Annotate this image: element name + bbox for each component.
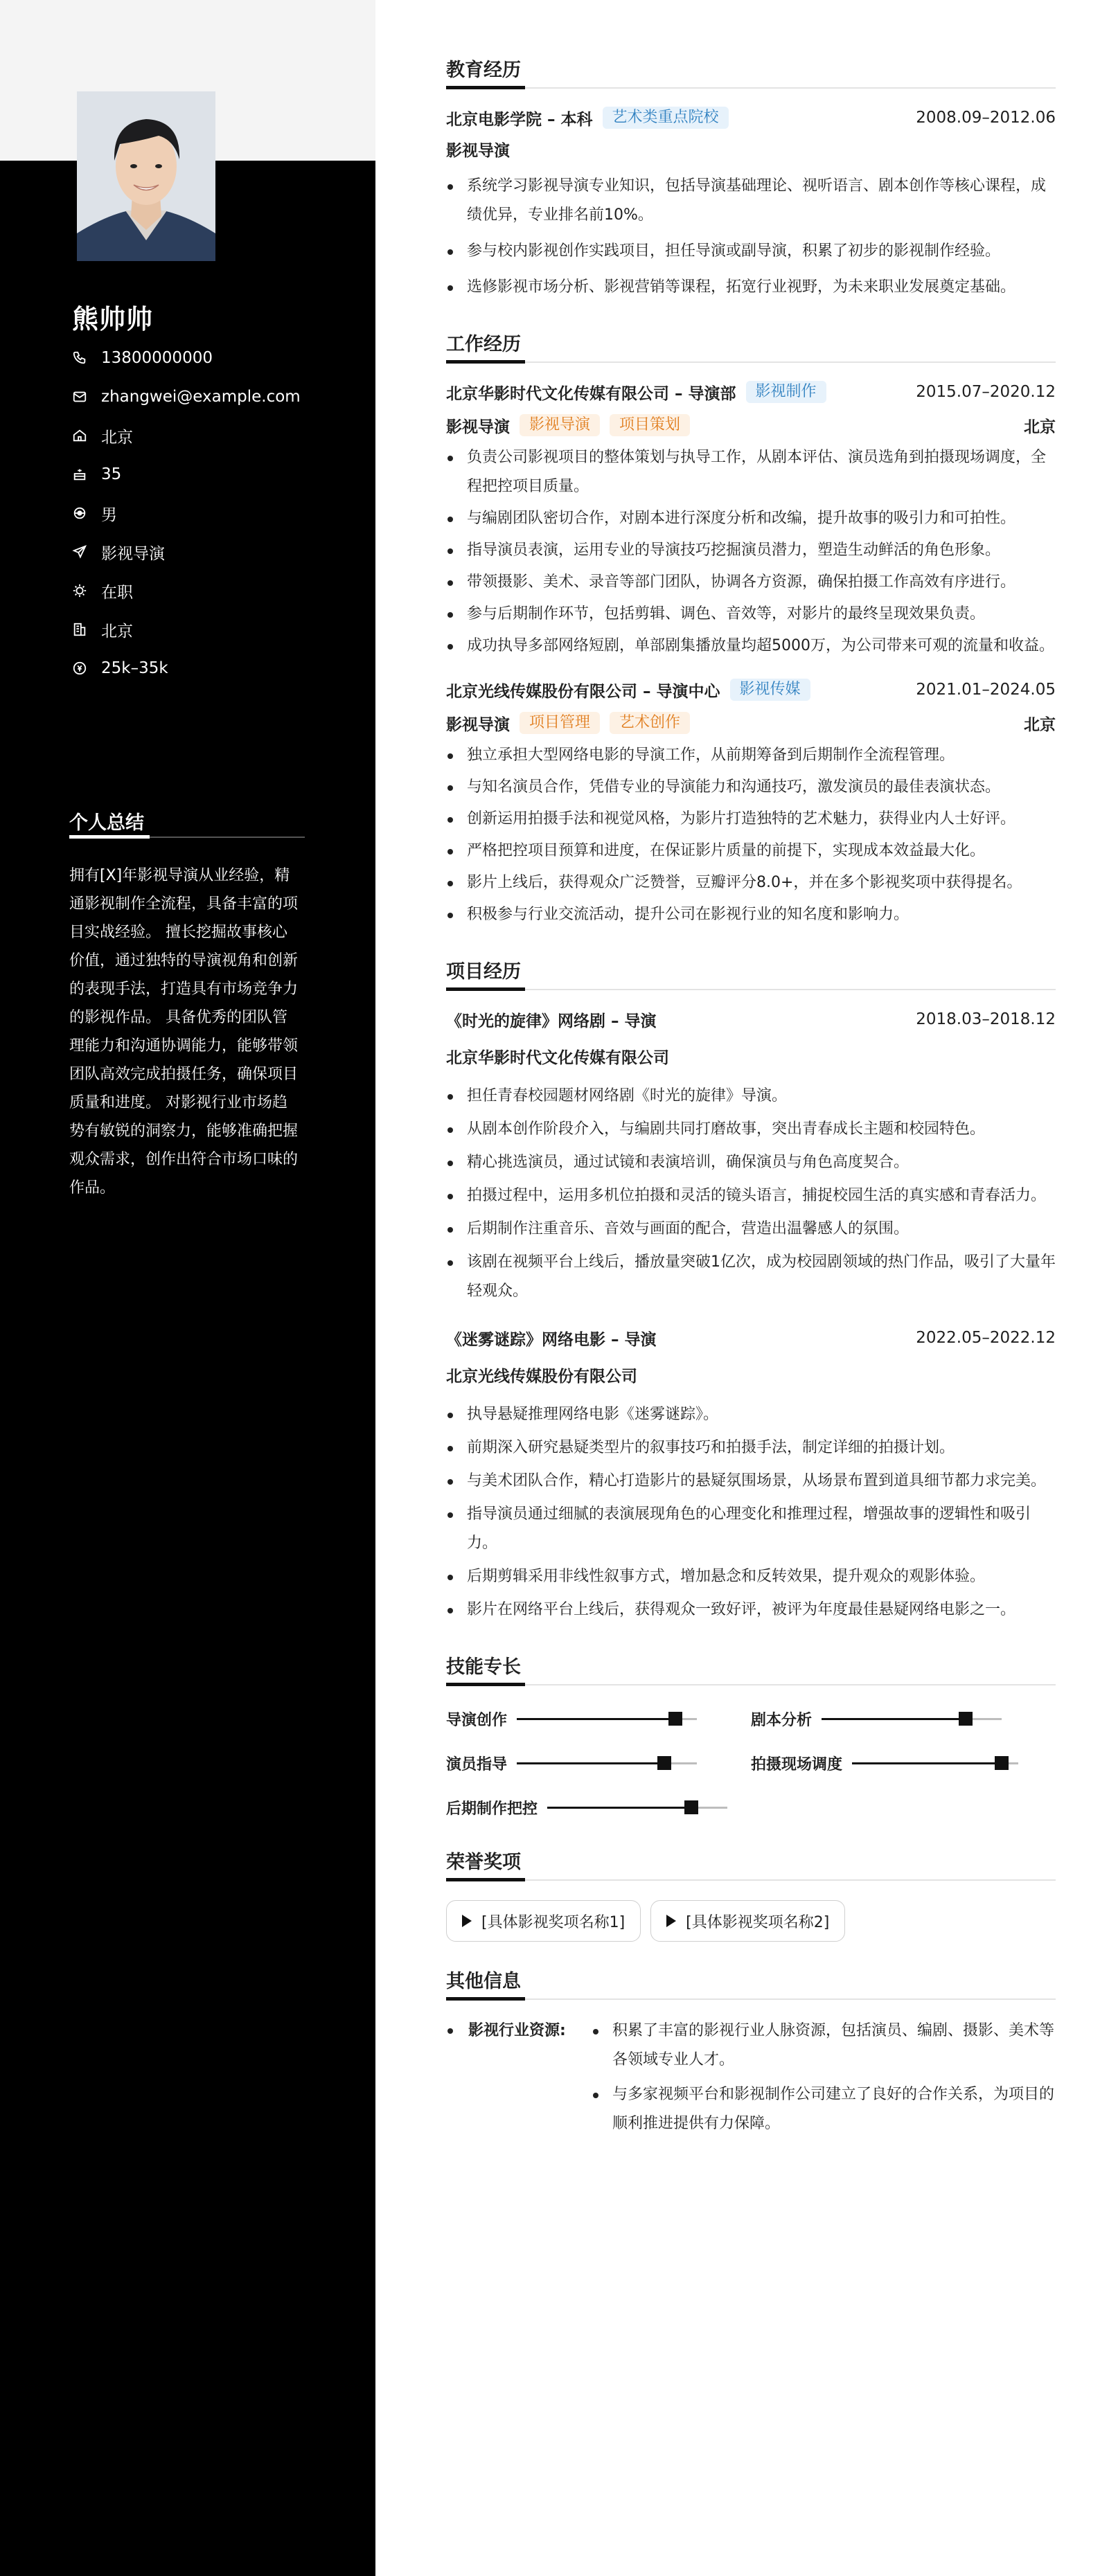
section-title-skills xyxy=(446,1652,1056,1685)
play-icon xyxy=(666,1915,676,1927)
job-role-row xyxy=(446,411,1056,439)
industry-tag: 影视传媒 xyxy=(730,679,810,701)
list-item: 严格把控项目预算和进度，在保证影片质量的前提下，实现成本效益最大化。 xyxy=(446,837,1056,866)
skill-item xyxy=(446,1706,751,1731)
gender-row xyxy=(72,503,117,524)
education-date: 2008.09–2012.06 xyxy=(916,109,1056,127)
send-icon xyxy=(72,544,87,560)
cake-icon xyxy=(72,467,87,482)
award-item[interactable] xyxy=(446,1900,641,1942)
status-text: 在职 xyxy=(101,583,133,602)
education-list xyxy=(446,172,1056,302)
list-item: 该剧在视频平台上线后，播放量突破1亿次，成为校园剧领域的热门作品，吸引了大量年轻观众。 xyxy=(446,1248,1056,1306)
list-item: 影片上线后，获得观众广泛赞誉，豆瓣评分8.0+，并在多个影视奖项中获得提名。 xyxy=(446,868,1056,897)
list-item: 积极参与行业交流活动，提升公司在影视行业的知名度和影响力。 xyxy=(446,900,1056,929)
list-item: 积累了丰富的影视行业人脉资源，包括演员、编剧、摄影、美术等各领域专业人才。 xyxy=(592,2016,1056,2075)
other-label xyxy=(446,2016,592,2138)
skills-section xyxy=(446,1652,1056,1820)
mail-icon xyxy=(72,389,87,404)
skill-bar xyxy=(517,1762,697,1764)
skill-bar-handle xyxy=(684,1800,698,1814)
other-label-text: 影视行业资源: xyxy=(468,2022,566,2039)
school-name: 北京电影学院 – 本科 xyxy=(446,110,593,129)
section-title-education xyxy=(446,55,1056,89)
list-item: 指导演员通过细腻的表演展现角色的心理变化和推理过程，增强故事的逻辑性和吸引力。 xyxy=(446,1500,1056,1558)
education-header xyxy=(446,104,1056,132)
location-text: 北京 xyxy=(101,428,133,447)
list-item: 与美术团队合作，精心打造影片的悬疑氛围场景，从场景布置到道具细节都力求完美。 xyxy=(446,1467,1056,1496)
section-title-projects xyxy=(446,957,1056,990)
company-name: 北京光线传媒股份有限公司 – 导演中心 xyxy=(446,682,720,701)
location-row xyxy=(72,425,133,446)
avatar xyxy=(77,91,215,261)
list-item: 前期深入研究悬疑类型片的叙事技巧和拍摄手法，制定详细的拍摄计划。 xyxy=(446,1433,1056,1463)
building-icon xyxy=(72,622,87,637)
project-date: 2022.05–2022.12 xyxy=(916,1329,1056,1347)
job-role-row xyxy=(446,709,1056,737)
list-item: 担任青春校园题材网络剧《时光的旋律》导演。 xyxy=(446,1082,1056,1111)
project-list xyxy=(446,1082,1056,1306)
industry-tag: 影视制作 xyxy=(746,381,826,403)
list-item: 与知名演员合作，凭借专业的导演能力和沟通技巧，激发演员的最佳表演状态。 xyxy=(446,773,1056,802)
salary-row xyxy=(72,658,168,679)
job-duties-list xyxy=(446,741,1056,929)
other-section xyxy=(446,1967,1056,2138)
job-duties-list xyxy=(446,443,1056,661)
skill-tag: 艺术创作 xyxy=(610,712,690,734)
phone-icon xyxy=(72,350,87,366)
summary-text: 拥有[X]年影视导演从业经验，精通影视制作全流程，具备丰富的项目实战经验。 擅长挖掘故事核心价值，通过独特的导演视角和创新的表现手法，打造具有市场竞争力的影视作品。 具备优秀的团队管理能力和沟通协调能力，能够带领团队高效完成拍摄任务，确保项目质量和进度。 对影视行业市场趋势有敏锐的洞察力，能够准确把握观众需求，创作出符合市场口味的作品。 xyxy=(69,867,299,1197)
skill-name: 演员指导 xyxy=(446,1755,508,1773)
education-section xyxy=(446,55,1056,302)
other-list xyxy=(592,2016,1056,2138)
list-item: 后期制作注重音乐、音效与画面的配合，营造出温馨感人的氛围。 xyxy=(446,1215,1056,1244)
project-header xyxy=(446,1005,1056,1033)
skill-item xyxy=(751,1751,1056,1776)
phone-text: 13800000000 xyxy=(101,349,213,367)
skill-tag: 项目管理 xyxy=(520,712,600,734)
project-name: 《时光的旋律》网络剧 – 导演 xyxy=(446,1012,657,1030)
skill-bar-handle xyxy=(668,1712,682,1726)
section-title-text: 教育经历 xyxy=(446,60,521,81)
school-tag: 艺术类重点院校 xyxy=(603,107,729,129)
coin-icon xyxy=(72,661,87,676)
section-title-work xyxy=(446,330,1056,363)
skill-item xyxy=(446,1795,751,1820)
section-title-text: 荣誉奖项 xyxy=(446,1852,521,1873)
section-title-other xyxy=(446,1967,1056,2000)
award-name: [具体影视奖项名称2] xyxy=(686,1913,830,1931)
job-city: 北京 xyxy=(1024,418,1056,436)
gender-text: 男 xyxy=(101,506,117,524)
section-title-honors xyxy=(446,1848,1056,1881)
job-text: 影视导演 xyxy=(101,544,165,563)
work-section xyxy=(446,330,1056,929)
award-name: [具体影视奖项名称1] xyxy=(481,1913,626,1931)
skill-item xyxy=(446,1751,751,1776)
project-name: 《迷雾谜踪》网络电影 – 导演 xyxy=(446,1330,657,1349)
gender-icon xyxy=(72,506,87,521)
list-item: 参与校内影视创作实践项目，担任导演或副导演，积累了初步的影视制作经验。 xyxy=(446,237,1056,266)
skill-bar xyxy=(517,1718,697,1720)
skill-name: 导演创作 xyxy=(446,1711,508,1729)
skill-name: 拍摄现场调度 xyxy=(751,1755,843,1773)
job-role: 影视导演 xyxy=(446,418,510,436)
skill-bar-handle xyxy=(995,1756,1009,1770)
list-item: 精心挑选演员，通过试镜和表演培训，确保演员与角色高度契合。 xyxy=(446,1148,1056,1177)
skill-name: 后期制作把控 xyxy=(446,1800,538,1818)
list-item: 负责公司影视项目的整体策划与执导工作，从剧本评估、演员选角到拍摄现场调度，全程把控项目质量。 xyxy=(446,443,1056,501)
email-text: zhangwei@example.com xyxy=(101,388,301,406)
project-list xyxy=(446,1400,1056,1625)
section-title-text: 工作经历 xyxy=(446,334,521,355)
job-role: 影视导演 xyxy=(446,715,510,734)
list-item: 成功执导多部网络短剧，单部剧集播放量均超5000万，为公司带来可观的流量和收益。 xyxy=(446,632,1056,661)
status-row xyxy=(72,580,133,601)
email-row xyxy=(72,386,301,407)
project-company: 北京光线传媒股份有限公司 xyxy=(446,1368,637,1386)
skill-item xyxy=(751,1706,1056,1731)
sun-icon xyxy=(72,583,87,598)
other-resources xyxy=(446,2016,1056,2138)
section-title-text: 技能专长 xyxy=(446,1656,521,1678)
section-title-text: 其他信息 xyxy=(446,1971,521,1992)
project-company: 北京华影时代文化传媒有限公司 xyxy=(446,1049,669,1067)
main-content xyxy=(446,55,1056,2138)
honors-list xyxy=(446,1900,1056,1942)
list-item: 选修影视市场分析、影视营销等课程，拓宽行业视野，为未来职业发展奠定基础。 xyxy=(446,273,1056,302)
skill-tag: 影视导演 xyxy=(520,414,600,436)
project-date: 2018.03–2018.12 xyxy=(916,1010,1056,1028)
list-item: 与多家视频平台和影视制作公司建立了良好的合作关系，为项目的顺利推进提供有力保障。 xyxy=(592,2080,1056,2138)
list-item: 与编剧团队密切合作，对剧本进行深度分析和改编，提升故事的吸引力和可拍性。 xyxy=(446,504,1056,533)
skill-tag: 项目策划 xyxy=(610,414,690,436)
major: 影视导演 xyxy=(446,142,510,160)
skill-bar xyxy=(547,1807,727,1809)
skill-bar-handle xyxy=(657,1756,671,1770)
city-row xyxy=(72,619,133,640)
home-icon xyxy=(72,428,87,443)
list-item: 拍摄过程中，运用多机位拍摄和灵活的镜头语言，捕捉校园生活的真实感和青春活力。 xyxy=(446,1181,1056,1210)
job-date: 2015.07–2020.12 xyxy=(916,383,1056,401)
summary-title-underline xyxy=(69,835,150,839)
project-header xyxy=(446,1324,1056,1352)
candidate-name: 熊帅帅 xyxy=(72,304,154,334)
skills-grid xyxy=(446,1706,1056,1820)
projects-section xyxy=(446,957,1056,1625)
list-item: 后期剪辑采用非线性叙事方式，增加悬念和反转效果，提升观众的观影体验。 xyxy=(446,1562,1056,1591)
list-item: 独立承担大型网络电影的导演工作，从前期筹备到后期制作全流程管理。 xyxy=(446,741,1056,770)
job-header xyxy=(446,378,1056,406)
job-row xyxy=(72,542,165,562)
list-item: 参与后期制作环节，包括剪辑、调色、音效等，对影片的最终呈现效果负责。 xyxy=(446,600,1056,629)
list-item: 执导悬疑推理网络电影《迷雾谜踪》。 xyxy=(446,1400,1056,1429)
play-icon xyxy=(462,1915,472,1927)
list-item: 创新运用拍摄手法和视觉风格，为影片打造独特的艺术魅力，获得业内人士好评。 xyxy=(446,805,1056,834)
skill-name: 剧本分析 xyxy=(751,1711,813,1729)
list-item: 从剧本创作阶段介入，与编剧共同打磨故事，突出青春成长主题和校园特色。 xyxy=(446,1115,1056,1144)
section-title-text: 项目经历 xyxy=(446,961,521,983)
summary-title: 个人总结 xyxy=(69,812,144,834)
honors-section xyxy=(446,1848,1056,1942)
city-text: 北京 xyxy=(101,622,133,641)
job-date: 2021.01–2024.05 xyxy=(916,681,1056,699)
list-item: 系统学习影视导演专业知识，包括导演基础理论、视听语言、剧本创作等核心课程，成绩优异，专业排名前10%。 xyxy=(446,172,1056,230)
job-header xyxy=(446,676,1056,704)
company-name: 北京华影时代文化传媒有限公司 – 导演部 xyxy=(446,384,736,403)
list-item: 带领摄影、美术、录音等部门团队，协调各方资源，确保拍摄工作高效有序进行。 xyxy=(446,568,1056,597)
age-row xyxy=(72,464,121,485)
job-city: 北京 xyxy=(1024,715,1056,734)
award-item[interactable] xyxy=(650,1900,845,1942)
sidebar xyxy=(0,0,375,2576)
skill-bar-handle xyxy=(959,1712,973,1726)
list-item: 影片在网络平台上线后，获得观众一致好评，被评为年度最佳悬疑网络电影之一。 xyxy=(446,1595,1056,1625)
phone-row xyxy=(72,348,213,368)
skill-bar xyxy=(852,1762,1018,1764)
age-text: 35 xyxy=(101,465,122,483)
salary-text: 25k–35k xyxy=(101,659,168,677)
skill-bar xyxy=(822,1718,1002,1720)
list-item: 指导演员表演，运用专业的导演技巧挖掘演员潜力，塑造生动鲜活的角色形象。 xyxy=(446,536,1056,565)
